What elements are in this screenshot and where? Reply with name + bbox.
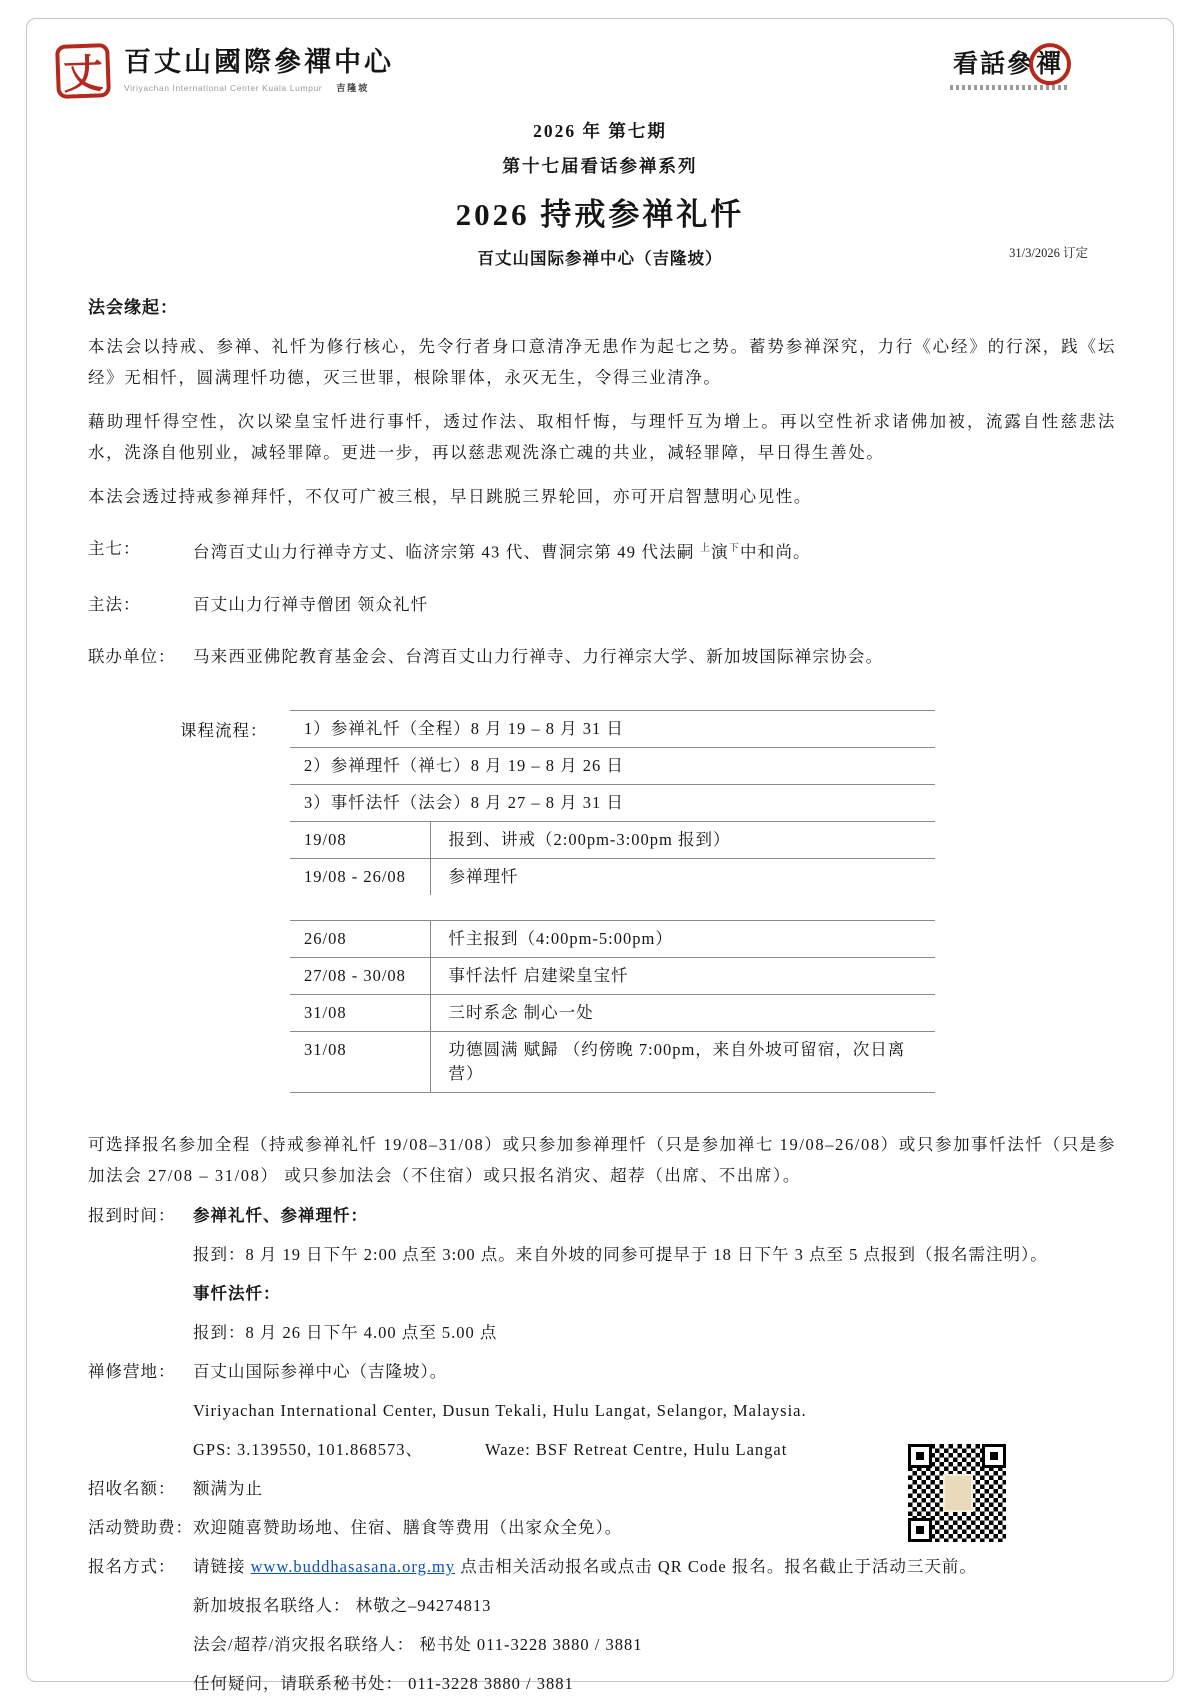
organizers-row: [88, 642, 1116, 672]
contact-fahui: 法会/超荐/消灾报名联络人： 秘书处 011-3228 3880 / 3881: [193, 1635, 643, 1654]
origin-heading: 法会缘起：: [88, 298, 178, 317]
right-calligraphy-text: 看話參: [952, 51, 1034, 78]
registration-website-link[interactable]: www.buddhasasana.org.my: [250, 1557, 456, 1576]
dharma-leader-label: 主法：: [88, 594, 141, 614]
schedule-date: 26/08: [290, 921, 430, 958]
honorific-shang: 上: [699, 543, 712, 554]
schedule-date: 31/08: [290, 1032, 430, 1093]
venue-name: 百丈山国际参禅中心（吉隆坡）。: [193, 1362, 448, 1381]
org-city-label: 吉隆坡: [336, 83, 370, 94]
contact-secretariat: 任何疑问，请联系秘书处： 011-3228 3880 / 3881: [193, 1674, 574, 1693]
checkin-time-label: 报到时间：: [88, 1206, 176, 1225]
venue-gps: GPS: 3.139550, 101.868573、: [193, 1440, 423, 1459]
checkin-group2-heading-row: [88, 1279, 1116, 1309]
registration-options-paragraph: 可选择报名参加全程（持戒参禅礼忏 19/08–31/08）或只参加参禅理忏（只是参加禅七 19/08–26/08）或只参加事忏法忏（只是参加法会 27/08 – 31/08） 或只参加法会（不住宿）或只报名消灾、超荐（出席、不出席）。: [88, 1135, 1116, 1185]
table-row: [290, 821, 935, 858]
table-spacer-row: [290, 895, 935, 921]
table-row: [290, 921, 935, 958]
schedule-date: 19/08: [290, 821, 430, 858]
retreat-master-row: [88, 534, 1116, 568]
table-row: [290, 995, 935, 1032]
venue-waze: Waze: BSF Retreat Centre, Hulu Langat: [484, 1440, 788, 1459]
khanhua-chan-logo: [950, 52, 1068, 90]
schedule-date: 31/08: [290, 995, 430, 1032]
venue-address: Viriyachan International Center, Dusun Tekali, Hulu Langat, Selangor, Malaysia.: [193, 1401, 807, 1420]
table-row: [290, 710, 935, 747]
schedule-desc: 功德圆满 赋歸 （约傍晚 7:00pm，来自外坡可留宿，次日离营）: [430, 1032, 935, 1093]
quota-value: 额满为止: [193, 1479, 263, 1498]
schedule-desc: 忏主报到（4:00pm-5:00pm）: [430, 921, 935, 958]
schedule-item: 1）参禅礼忏（全程）8 月 19 – 8 月 31 日: [290, 710, 935, 747]
registration-method-row: 报名方式： 请链接 www.buddhasasana.org.my 点击相关活动报名或点击 QR Code 报名。报名截止于活动三天前。: [88, 1552, 1116, 1582]
checkin-time-row: [88, 1201, 1116, 1231]
origin-paragraph-1: 本法会以持戒、参禅、礼忏为修行核心，先令行者身口意清净无患作为起七之势。蓄势参禅深究，力行《心经》的行深，践《坛经》无相忏，圆满理忏功德，灭三世罪，根除罪体，永灭无生，令得三业清净。: [88, 337, 1116, 387]
schedule-date: 19/08 - 26/08: [290, 858, 430, 895]
organizers-value: 马来西亚佛陀教育基金会、台湾百丈山力行禅寺、力行禅宗大学、新加坡国际禅宗协会。: [193, 646, 884, 666]
checkin-group2-heading: 事忏法忏：: [193, 1284, 281, 1303]
schedule-date: 27/08 - 30/08: [290, 958, 430, 995]
schedule-desc: 三时系念 制心一处: [430, 995, 935, 1032]
tiny-tagline-strip: [950, 85, 1068, 90]
schedule-desc: 报到、讲戒（2:00pm-3:00pm 报到）: [430, 821, 935, 858]
page-title: 2026 持戒参禅礼忏: [455, 197, 745, 232]
table-row: [290, 747, 935, 784]
sponsorship-value: 欢迎随喜赞助场地、住宿、膳食等费用（出家众全免）。: [193, 1518, 623, 1537]
circled-chan-character: 禪: [1036, 51, 1064, 78]
venue-address-row: [88, 1396, 1116, 1426]
org-logo: [56, 44, 394, 98]
contact-singapore: 新加坡报名联络人： 林敬之–94274813: [193, 1596, 492, 1615]
table-row: [290, 784, 935, 821]
schedule-item: 2）参禅理忏（禅七）8 月 19 – 8 月 26 日: [290, 747, 935, 784]
revision-date-note: 31/3/2026 订定: [1009, 246, 1088, 260]
origin-paragraph-3: 本法会透过持戒参禅拜忏，不仅可广被三根，早日跳脱三界轮回，亦可开启智慧明心见性。: [88, 487, 812, 506]
venue-label: 禅修营地：: [88, 1362, 176, 1381]
dharma-leader-row: [88, 590, 1116, 620]
quota-label: 招收名额：: [88, 1479, 176, 1498]
contact-secretariat-row: [88, 1669, 1116, 1699]
qr-center-image: [945, 1476, 971, 1510]
retreat-master-label: 主七：: [88, 539, 141, 558]
schedule-label: 课程流程：: [180, 720, 268, 740]
honorific-xia: 下: [728, 543, 741, 554]
registration-qr-code: [908, 1444, 1006, 1542]
organizers-label: 联办单位：: [88, 646, 176, 666]
sponsorship-label: 活动赞助费：: [88, 1518, 193, 1537]
contact-singapore-row: [88, 1591, 1116, 1621]
schedule-desc: 参禅理忏: [430, 858, 935, 895]
dharma-leader-value: 百丈山力行禅寺僧团 领众礼忏: [193, 594, 429, 614]
qr-finder-bottom-left: [908, 1518, 932, 1542]
retreat-master-value: 台湾百丈山力行禅寺方丈、临济宗第 43 代、曹洞宗第 49 代法嗣 $^上$演$^下$中和尚。: [193, 542, 811, 562]
checkin-group2-detail: 报到：8 月 26 日下午 4.00 点至 5.00 点: [193, 1323, 498, 1342]
schedule-desc: 事忏法忏 启建梁皇宝忏: [430, 958, 935, 995]
table-row: [290, 1032, 935, 1093]
title-year-term: 2026 年 第七期: [533, 121, 667, 141]
org-name-english: Viriyachan International Center Kuala Lumpur: [124, 83, 323, 94]
registration-method-label: 报名方式：: [88, 1557, 176, 1576]
checkin-group1-heading: 参禅礼忏、参禅理忏：: [193, 1206, 368, 1225]
schedule-item: 3）事忏法忏（法会）8 月 27 – 8 月 31 日: [290, 784, 935, 821]
org-name-calligraphy: 百丈山國際參禪中心: [124, 47, 394, 77]
qr-finder-top-right: [982, 1444, 1006, 1468]
venue-row: [88, 1357, 1116, 1387]
origin-paragraph-2: 藉助理忏得空性，次以梁皇宝忏进行事忏，透过作法、取相忏悔，与理忏互为增上。再以空性祈求诸佛加被，流露自性慈悲法水，洗涤自他别业，减轻罪障。更进一步，再以慈悲观洗涤亡魂的共业，减轻罪障，早日得生善处。: [88, 412, 1116, 462]
table-row: [290, 858, 935, 895]
table-row: [290, 958, 935, 995]
checkin-group1-detail: 报到：8 月 19 日下午 2:00 点至 3:00 点。来自外坡的同参可提早于 18 日下午 3 点至 5 点报到（报名需注明）。: [193, 1245, 1048, 1264]
contact-fahui-row: [88, 1630, 1116, 1660]
qr-finder-top-left: [908, 1444, 932, 1468]
title-venue: 百丈山国际参禅中心（吉隆坡）: [477, 249, 723, 268]
schedule-section: [88, 710, 1116, 1094]
schedule-table: [290, 710, 935, 1094]
title-series: 第十七届看话参禅系列: [502, 156, 698, 176]
red-seal-icon: 丈: [55, 43, 111, 99]
